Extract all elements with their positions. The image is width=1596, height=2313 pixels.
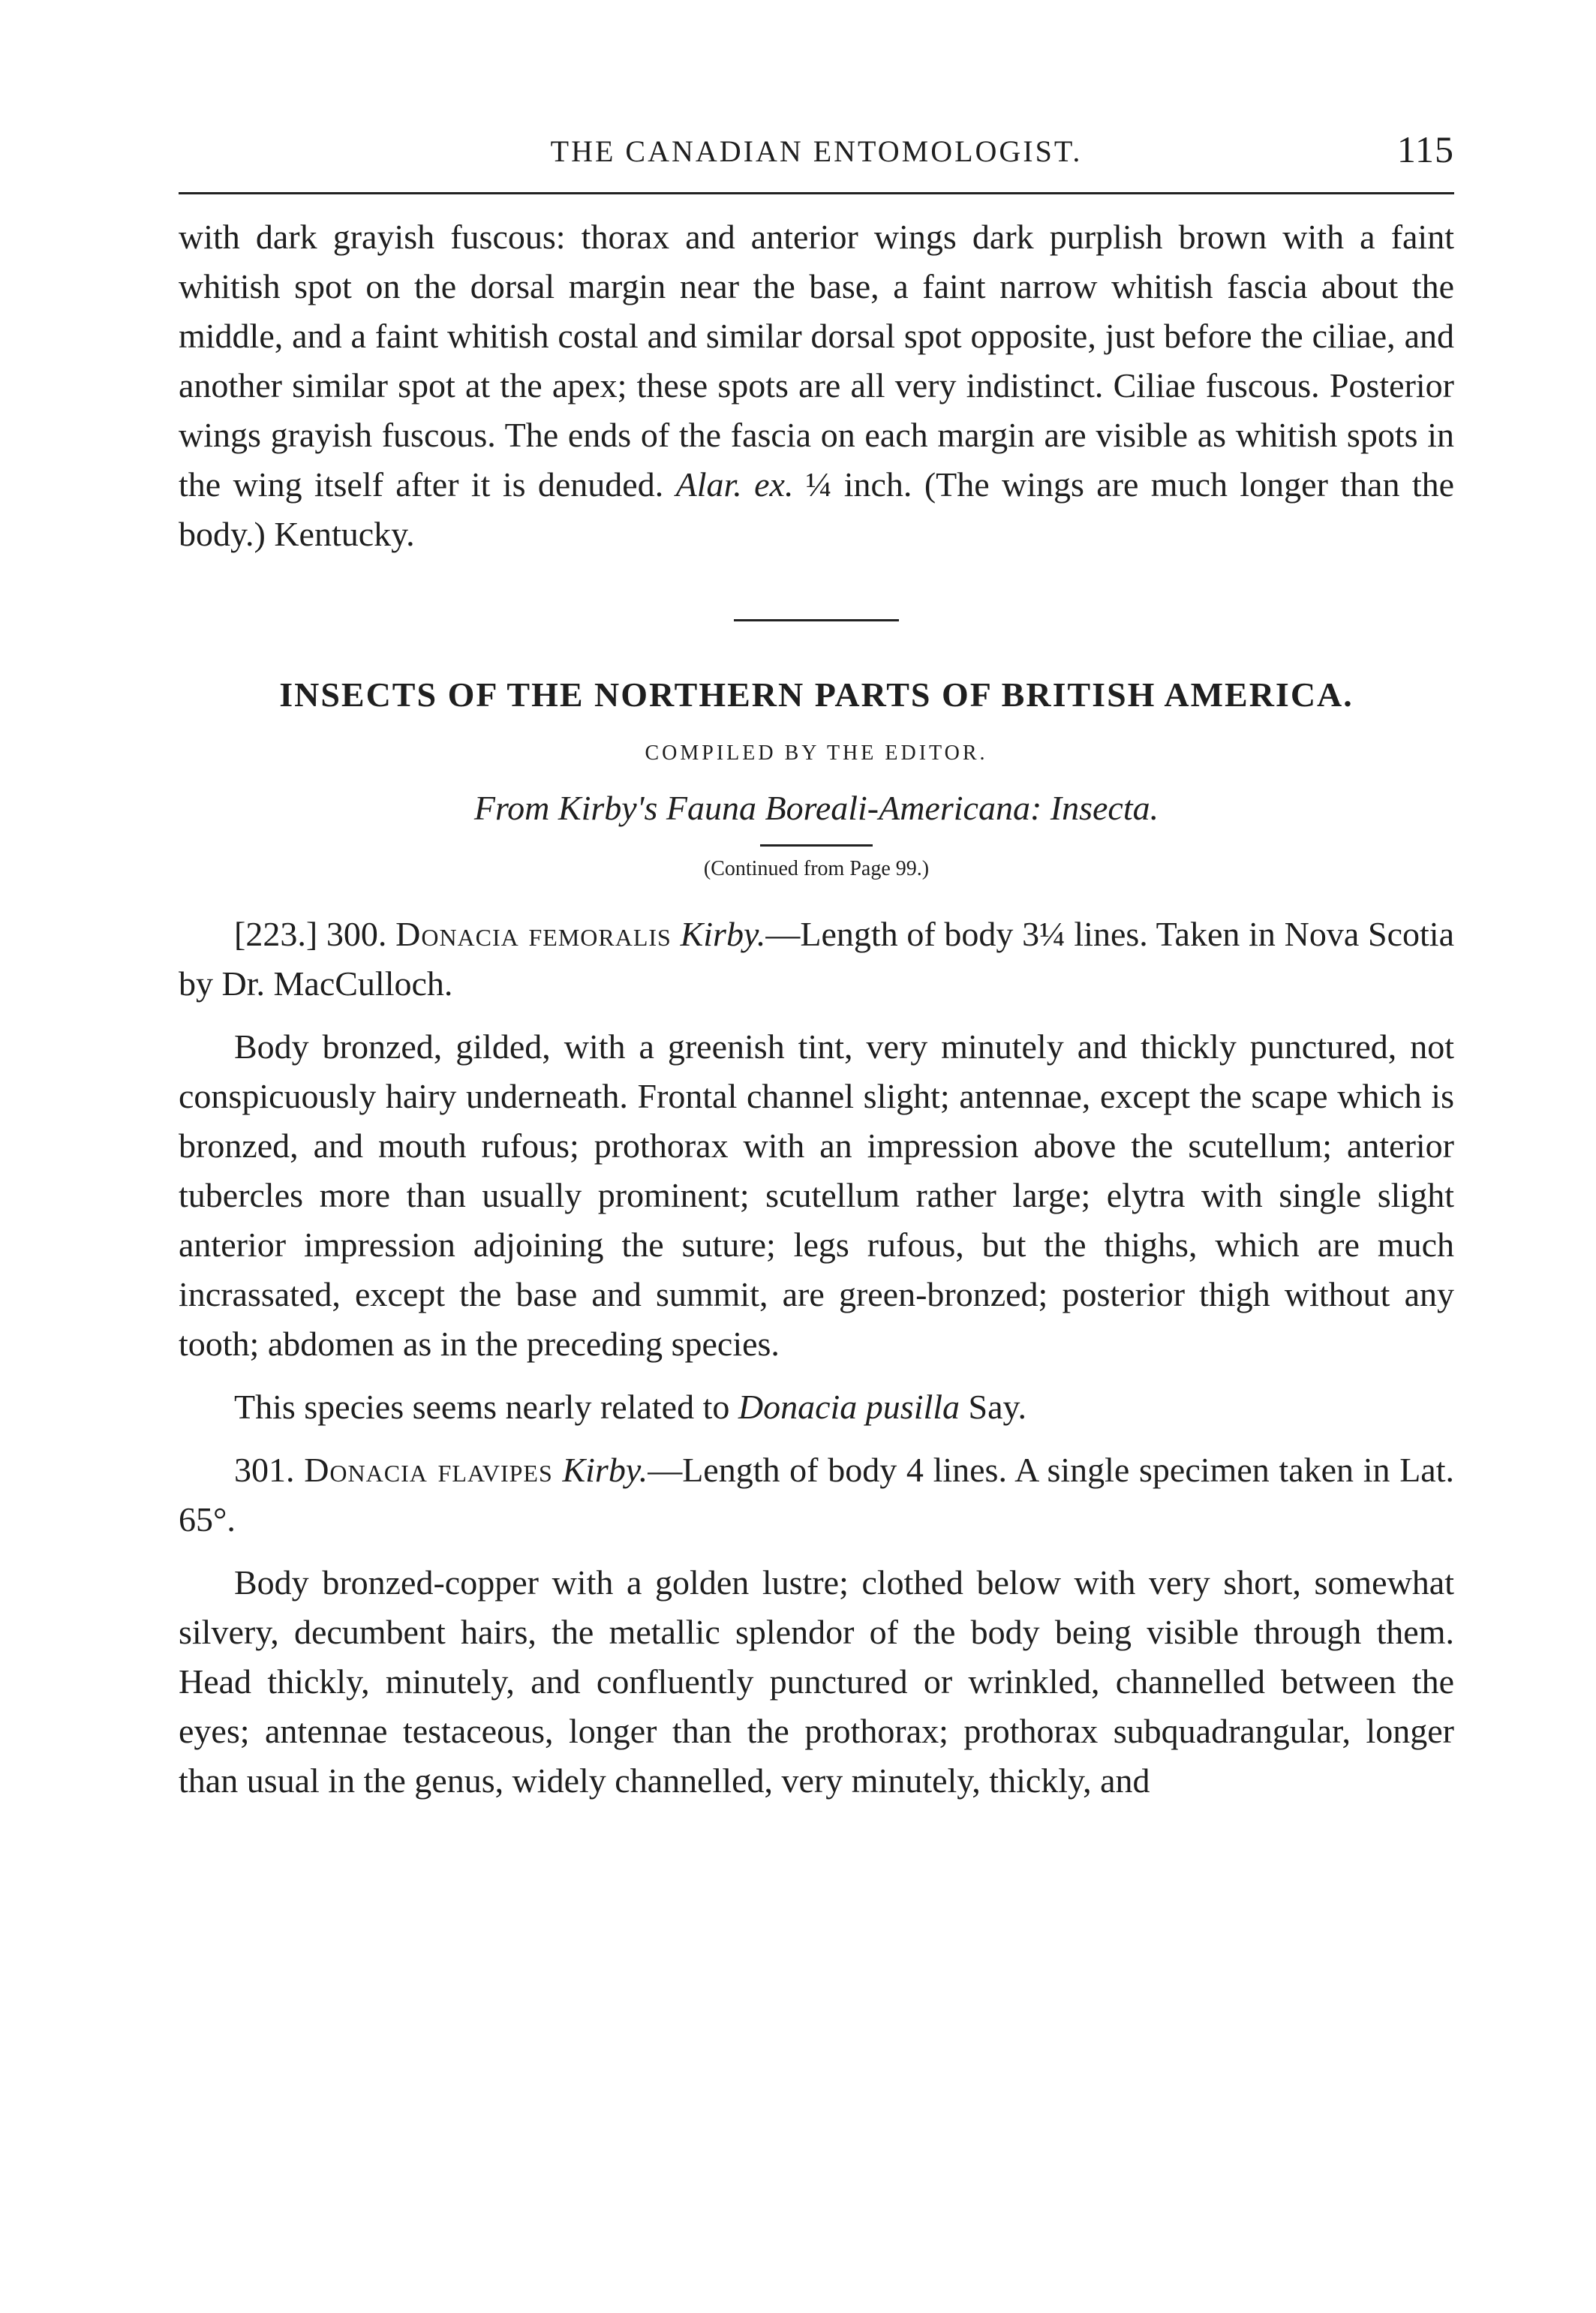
continuation-text: with dark grayish fuscous: thorax and anterior wings dark purplish brown with a faint whitish spot on the dorsal margin near the base, a faint narrow whitish fascia about the middle, and a faint whitish costal and similar dorsal spot opposite, just before the ciliae, and another similar spot at the apex; these spots are all very indistinct. Ciliae fuscous. Posterior wings grayish fuscous. The ends of the fascia on each margin are visible as whitish spots in the wing itself after it is denuded. [179, 218, 1454, 504]
species-301-description: Body bronzed-copper with a golden lustre; clothed below with very short, somewhat silvery, decumbent hairs, the metallic splendor of the body being visible through them. Head thickly, minutely, and confluently punctured or wrinkled, channelled between the eyes; antennae testaceous, longer than the prothorax; prothorax subquadrangular, longer than usual in the genus, widely channelled, very minutely, thickly, and [179, 1563, 1454, 1800]
species-300-note-prefix: This species seems nearly related to [234, 1388, 730, 1426]
species-300-author: Kirby. [680, 915, 766, 953]
article-title: INSECTS OF THE NORTHERN PARTS OF BRITISH AMERICA. [279, 675, 1354, 714]
header-rule [179, 192, 1454, 194]
species-301-ref: 301. [234, 1451, 295, 1489]
species-300-lead: —Length of body 3¼ lines. Taken in Nova Scotia by Dr. MacCulloch. [179, 915, 1454, 1003]
species-300-heading [179, 910, 1454, 1009]
page-number: 115 [1396, 128, 1454, 170]
species-300-name: Donacia femoralis [395, 915, 672, 953]
document-page [179, 128, 1454, 1806]
species-300-note-species: Donacia pusilla [738, 1388, 960, 1426]
species-300-note [179, 1382, 1454, 1432]
continuation-size: ¼ inch. [805, 465, 912, 504]
species-300-note-author: Say. [968, 1388, 1027, 1426]
continued-note: (Continued from Page 99.) [703, 857, 930, 880]
article-source: From Kirby's Fauna Boreali-Americana: Insecta. [473, 789, 1159, 827]
section-divider [734, 619, 899, 621]
continuation-tail: (The wings are much longer than the body.) Kentucky. [179, 465, 1455, 553]
species-300-description: Body bronzed, gilded, with a greenish tint, very minutely and thickly punctured, not conspicuously hairy underneath. Frontal channel slight; antennae, except the scape which is bronzed, and mouth rufous; prothorax with an impression above the scutellum; anterior tubercles more than usually prominent; scutellum rather large; elytra with single slight anterior impression adjoining the suture; legs rufous, but the thighs, which are much incrassated, except the base and summit, are green-bronzed; posterior thigh without any tooth; abdomen as in the preceding species. [179, 1027, 1454, 1363]
continuation-paragraph [179, 212, 1454, 559]
species-301-heading [179, 1445, 1454, 1545]
article-byline: COMPILED BY THE EDITOR. [645, 741, 988, 765]
species-301-author: Kirby. [562, 1451, 648, 1489]
species-301-lead: —Length of body 4 lines. A single specimen taken in Lat. 65°. [179, 1451, 1454, 1538]
journal-title: THE CANADIAN ENTOMOLOGIST. [550, 134, 1083, 168]
source-rule [760, 844, 873, 847]
species-300-ref: [223.] 300. [234, 915, 387, 953]
continuation-measure: Alar. ex. [675, 465, 794, 504]
running-head [179, 128, 1454, 188]
species-301-name: Donacia flavipes [304, 1451, 553, 1489]
